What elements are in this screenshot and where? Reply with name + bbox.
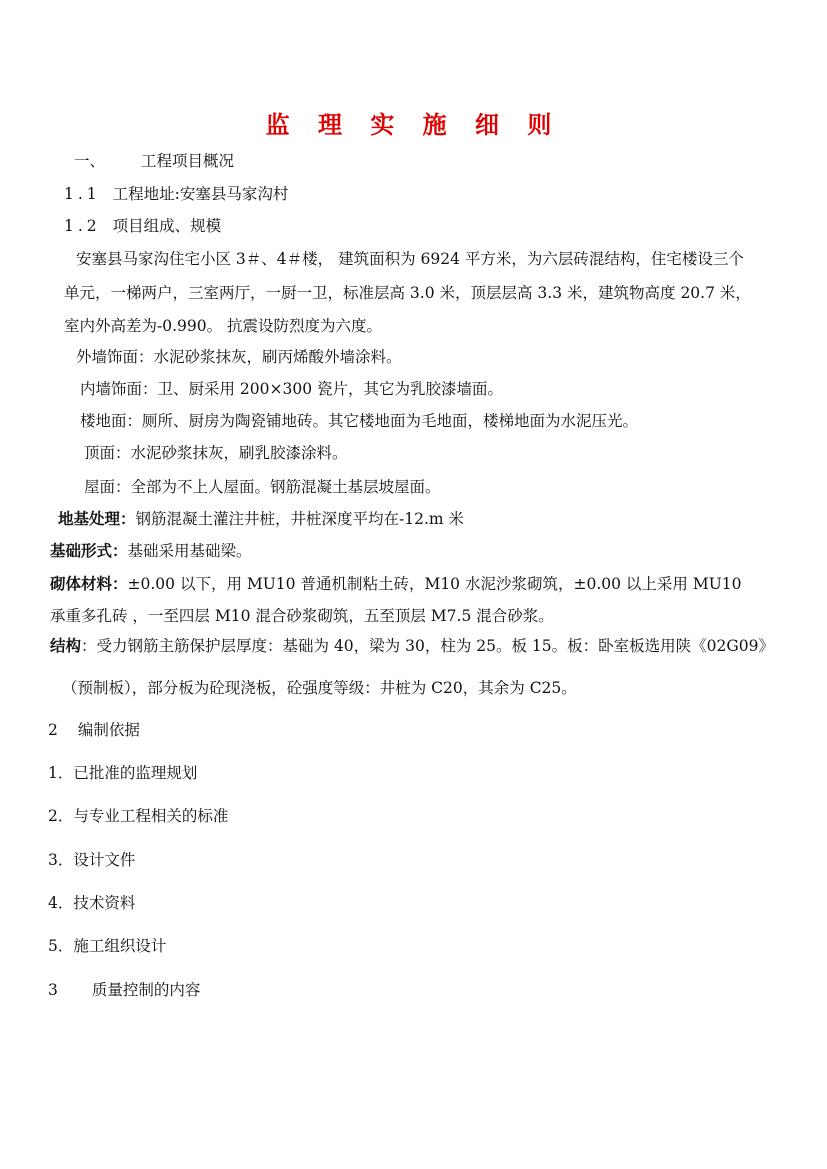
masonry-line-1 — [50, 573, 742, 595]
basis-item-1: 1．已批准的监理规划 — [48, 764, 198, 782]
foundation-treatment — [58, 508, 464, 530]
foundation-form-text: 基础采用基础梁。 — [127, 542, 252, 560]
section-3-number: 3 — [48, 981, 58, 999]
section-1-title: 工程项目概况 — [141, 152, 235, 170]
interior-finish: 内墙饰面：卫、厨采用 200×300 瓷片，其它为乳胶漆墙面。 — [80, 380, 504, 398]
description-line-3: 室内外高差为-0.990。 抗震设防烈度为六度。 — [64, 317, 383, 335]
basis-item-4: 4．技术资料 — [48, 894, 136, 912]
structure-line-1 — [50, 635, 774, 657]
subsection-1-2 — [64, 215, 221, 237]
basis-item-3: 3．设计文件 — [48, 851, 136, 869]
subsection-1-2-number: 1.2 — [64, 217, 101, 235]
roof-finish: 屋面：全部为不上人屋面。钢筋混凝土基层坡屋面。 — [84, 478, 441, 496]
structure-label: 结构 — [50, 636, 82, 655]
section-3-title: 质量控制的内容 — [91, 981, 201, 999]
description-line-1: 安塞县马家沟住宅小区 3＃、4＃楼， 建筑面积为 6924 平方米，为六层砖混结构，住宅楼设三个 — [76, 250, 744, 268]
foundation-form — [50, 540, 252, 562]
masonry-text-1: ±0.00 以下，用 MU10 普通机制粘土砖，M10 水泥沙浆砌筑，±0.00 以上采用 MU10 — [127, 575, 742, 593]
exterior-finish: 外墙饰面：水泥砂浆抹灰，刷丙烯酸外墙涂料。 — [76, 348, 402, 366]
section-2-number: 2 — [48, 721, 58, 739]
foundation-treatment-text: 钢筋混凝土灌注井桩，井桩深度平均在-12.m 米 — [135, 510, 465, 528]
basis-item-2: 2．与专业工程相关的标准 — [48, 807, 229, 825]
section-2-heading — [48, 719, 140, 741]
masonry-label: 砌体材料： — [50, 574, 128, 593]
section-1-heading — [74, 150, 234, 172]
basis-item-5: 5．施工组织设计 — [48, 937, 167, 955]
subsection-1-1-text: 工程地址:安塞县马家沟村 — [112, 185, 289, 203]
foundation-treatment-label: 地基处理： — [58, 509, 136, 528]
subsection-1-2-text: 项目组成、规模 — [112, 217, 222, 235]
section-1-number: 一、 — [74, 152, 106, 170]
section-3-heading — [48, 979, 200, 1001]
subsection-1-1 — [64, 183, 288, 205]
floor-finish: 楼地面：厕所、厨房为陶瓷铺地砖。其它楼地面为毛地面，楼梯地面为水泥压光。 — [80, 412, 639, 430]
subsection-1-1-number: 1.1 — [64, 185, 101, 203]
masonry-line-2: 承重多孔砖 ，一至四层 M10 混合砂浆砌筑，五至顶层 M7.5 混合砂浆。 — [50, 607, 554, 625]
structure-line-2: （预制板），部分板为砼现浇板，砼强度等级：井桩为 C20，其余为 C25。 — [62, 679, 577, 697]
document-title: 监 理 实 施 细 则 — [265, 110, 562, 139]
section-2-title: 编制依据 — [77, 721, 140, 739]
description-line-2: 单元，一梯两户，三室两厅，一厨一卫，标准层高 3.0 米，顶层层高 3.3 米，建筑物高度 20.7 米， — [64, 284, 751, 302]
structure-text-1: ：受力钢筋主筋保护层厚度：基础为 40，梁为 30，柱为 25。板 15。板：卧室板选用陕《02G09》 — [81, 637, 774, 655]
foundation-form-label: 基础形式： — [50, 541, 128, 560]
ceiling-finish: 顶面：水泥砂浆抹灰，刷乳胶漆涂料。 — [84, 444, 348, 462]
